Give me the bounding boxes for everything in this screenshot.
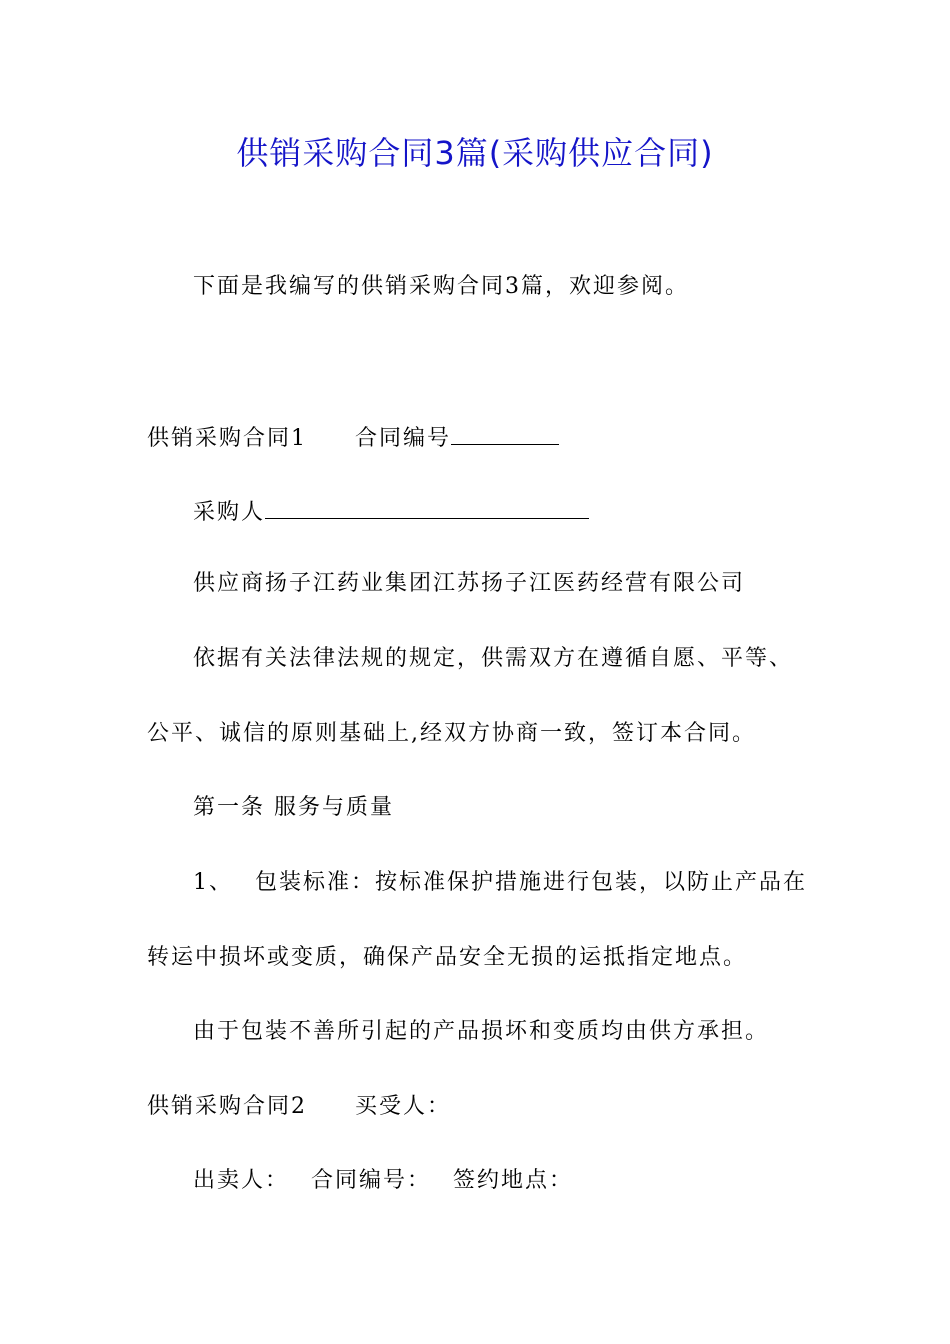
document-title: 供销采购合同3篇(采购供应合同) [236, 134, 714, 172]
contract2-header-line [147, 1092, 451, 1122]
contract2-buyer-label: 买受人： [355, 1094, 452, 1119]
contract1-item1-line1 [193, 868, 807, 898]
contract1-item1-line2: 转运中损坏或变质，确保产品安全无损的运抵指定地点。 [147, 945, 748, 970]
contract1-supplier: 供应商扬子江药业集团江苏扬子江医药经营有限公司 [193, 571, 746, 596]
intro-paragraph: 下面是我编写的供销采购合同3篇，欢迎参阅。 [193, 274, 689, 299]
contract1-buyer-line [193, 496, 589, 528]
contract1-buyer-blank [265, 496, 589, 519]
contract1-buyer-label: 采购人 [193, 500, 266, 525]
contract1-number-label: 合同编号 [355, 426, 452, 451]
contract1-item1-line3: 由于包装不善所引起的产品损坏和变质均由供方承担。 [193, 1019, 770, 1044]
contract1-header-line [147, 422, 559, 454]
contract2-seller-label: 出卖人： [193, 1168, 290, 1193]
contract1-item1-text: 包装标准：按标准保护措施进行包装，以防止产品在 [255, 870, 808, 895]
contract2-parties-line [193, 1166, 573, 1196]
contract1-basis-line1: 依据有关法律法规的规定，供需双方在遵循自愿、平等、 [193, 646, 794, 671]
contract1-basis-line2: 公平、诚信的原则基础上,经双方协商一致，签订本合同。 [147, 721, 756, 746]
contract2-place-label: 签约地点： [453, 1168, 574, 1193]
contract1-item1-number: 1、 [193, 870, 233, 895]
contract2-heading: 供销采购合同2 [147, 1094, 307, 1119]
contract1-heading: 供销采购合同1 [147, 426, 307, 451]
contract2-number-label: 合同编号： [311, 1168, 432, 1193]
contract1-article1-title: 第一条 服务与质量 [193, 795, 394, 820]
contract1-number-blank [451, 422, 559, 445]
